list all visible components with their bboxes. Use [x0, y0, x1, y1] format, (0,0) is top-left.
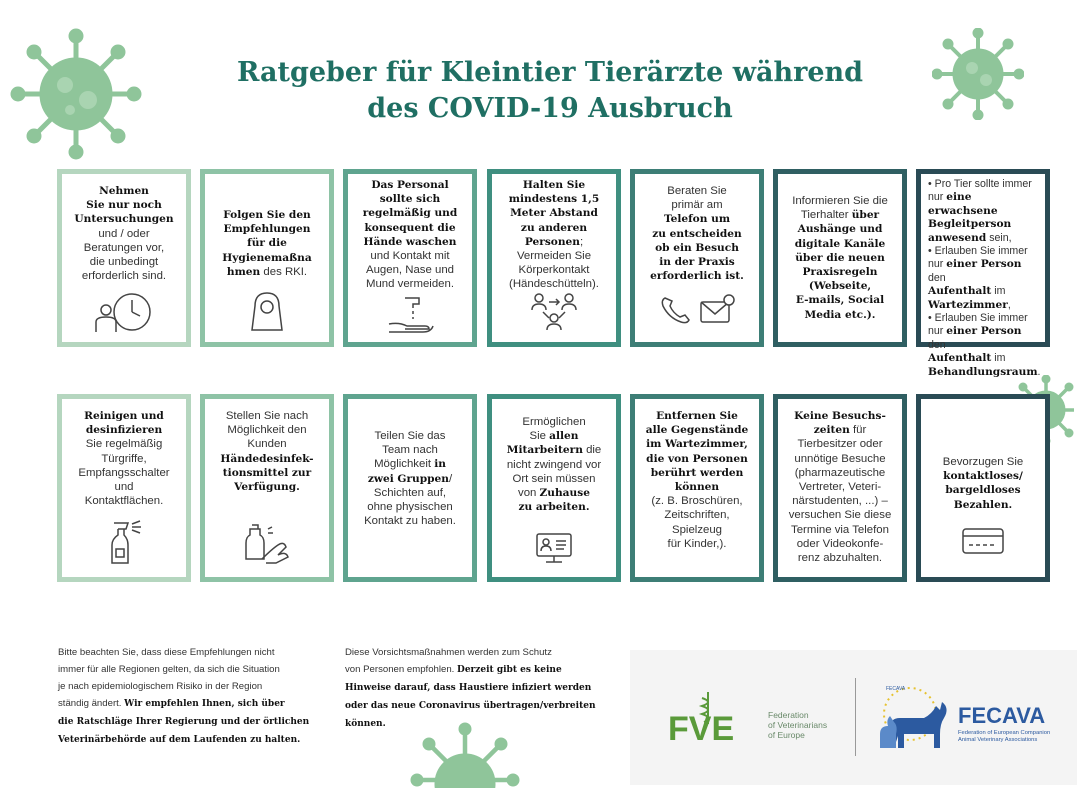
- footer-text: Bitte beachten Sie, dass diese Empfehlungen nicht: [58, 647, 275, 658]
- card-text: ,: [1007, 298, 1011, 311]
- card-contactless-payment: [916, 394, 1050, 582]
- card-bold-text: Halten Sie: [522, 179, 586, 191]
- card-text: .: [1037, 365, 1041, 378]
- card-text: Sie regelmäßig: [85, 438, 163, 451]
- footer-bold-text: können.: [345, 719, 386, 729]
- card-text: (z. B. Broschüren,: [651, 495, 743, 508]
- card-text: renz abzuhalten.: [797, 552, 883, 565]
- card-bold-text: anwesend: [928, 231, 987, 244]
- card-bold-text: Folgen Sie den: [223, 209, 311, 221]
- card-bold-text: zeiten: [813, 424, 850, 437]
- card-team-groups: [343, 394, 477, 582]
- card-bold-text: Empfehlungen: [223, 223, 311, 236]
- card-bold-text: Nehmen: [99, 185, 149, 197]
- card-text: Tierbesitzer oder: [797, 438, 883, 451]
- card-text: unnötige Besuche: [794, 452, 886, 465]
- card-text: Kontakt zu haben.: [364, 515, 456, 528]
- card-bold-text: konsequent die: [364, 221, 456, 234]
- card-hand-washing: [343, 169, 477, 347]
- card-text: Beratungen vor,: [83, 241, 165, 254]
- title-line-2: des COVID-19 Ausbruch: [367, 93, 733, 124]
- card-bold-text: Entfernen Sie: [656, 410, 738, 422]
- card-text: (Händeschütteln).: [509, 278, 599, 291]
- card-bold-text: desinfizieren: [85, 424, 163, 437]
- card-text: von: [518, 487, 540, 500]
- card-bold-text: Aushänge und: [797, 223, 883, 236]
- card-bold-text: Aufenthalt: [928, 285, 992, 298]
- card-bold-text: Media etc.).: [804, 308, 876, 321]
- card-examinations: [57, 169, 191, 347]
- card-text: Türgriffe,: [101, 452, 147, 465]
- card-bold-text: Begleitperson: [928, 218, 1012, 231]
- card-bold-text: mindestens 1,5: [508, 193, 600, 206]
- spray-bottle-icon: [104, 519, 144, 565]
- card-text: nur: [928, 325, 947, 338]
- footer-bold-text: Derzeit gibt es keine: [457, 665, 562, 675]
- card-text: • Pro Tier sollte immer: [928, 178, 1032, 190]
- card-bold-text: Meter Abstand: [510, 207, 598, 220]
- footer-bold-text: Veterinärbehörde auf dem Laufenden zu halten.: [58, 735, 301, 745]
- card-text: Ermöglichen: [522, 416, 586, 428]
- sanitizer-hand-icon: [242, 519, 292, 565]
- fve-subtitle-line: of Veterinarians: [768, 720, 828, 730]
- card-bold-text: bargeldloses: [945, 484, 1021, 497]
- card-bold-text: berührt werden: [650, 466, 744, 479]
- card-text: Möglichkeit: [374, 458, 435, 471]
- footer-text: Diese Vorsichtsmaßnahmen werden zum Schutz: [345, 647, 552, 658]
- logo-divider: [855, 678, 856, 756]
- card-bold-text: Zuhause: [539, 487, 590, 500]
- phone-mail-icon: [657, 292, 737, 326]
- card-text: primär am: [671, 199, 723, 212]
- fve-subtitle-line: Federation: [768, 710, 809, 720]
- footer-bold-text: Hinweise darauf, dass Haustiere infiziert werden: [345, 683, 592, 693]
- card-companion-rules: [916, 169, 1050, 378]
- card-home-office: [487, 394, 621, 582]
- card-bold-text: Praxisregeln: [802, 266, 878, 279]
- computer-icon: [534, 531, 574, 565]
- footer-text: immer für alle Regionen gelten, da sich die Situation: [58, 664, 280, 675]
- card-bold-text: Das Personal: [371, 179, 449, 191]
- card-text: den: [928, 338, 946, 351]
- card-bold-text: Untersuchungen: [74, 213, 174, 226]
- card-bold-text: Wartezimmer: [928, 298, 1008, 311]
- card-text: Spielzeug: [671, 523, 723, 536]
- card-bold-text: für die: [247, 237, 287, 250]
- card-hand-sanitizer: [200, 394, 334, 582]
- card-text: Sie: [529, 430, 550, 443]
- card-text: (pharmazeutische: [794, 466, 886, 479]
- card-text: Informieren Sie die: [792, 195, 888, 207]
- virus-illustration-top-right: [932, 28, 1024, 120]
- card-text: Möglichkeit den: [227, 424, 307, 437]
- distance-people-icon: [529, 292, 579, 332]
- footer-text: je nach epidemiologischem Risiko in der Region: [58, 681, 263, 692]
- card-text: des RKI.: [260, 265, 308, 278]
- footer-bold-text: Wir empfehlen Ihnen, sich über: [124, 699, 285, 709]
- card-bold-text: in der Praxis: [659, 256, 735, 269]
- footer-text: von Personen empfohlen.: [345, 664, 458, 675]
- card-bold-text: Händedesinfek-: [220, 452, 314, 465]
- card-bold-text: können: [674, 481, 720, 494]
- footer-protection-note: [345, 644, 622, 733]
- card-text: versuchen Sie diese: [788, 509, 892, 522]
- card-bold-text: einer Person: [946, 325, 1022, 338]
- card-text: Bevorzugen Sie: [942, 456, 1024, 468]
- card-bold-text: Hygienemaßna: [222, 251, 312, 264]
- card-text: oder Videokonfe-: [796, 537, 884, 550]
- card-bold-text: erforderlich ist.: [650, 270, 744, 283]
- card-text: Stellen Sie nach: [225, 410, 309, 422]
- card-text: Schichten auf,: [373, 486, 447, 499]
- card-text: Tierhalter: [800, 209, 852, 222]
- card-bold-text: kontaktloses/: [943, 470, 1023, 483]
- clock-person-icon: [94, 290, 154, 334]
- card-bold-text: über die neuen: [795, 251, 885, 264]
- card-bold-text: sollte sich: [379, 193, 441, 206]
- card-bold-text: zu arbeiten.: [518, 501, 590, 514]
- fecava-subtitle-line: Animal Veterinary Associations: [958, 737, 1038, 743]
- fve-subtitle: [768, 710, 827, 740]
- card-bold-text: Mitarbeitern: [506, 444, 583, 457]
- fve-subtitle-line: of Europe: [768, 730, 805, 740]
- card-text: die unbedingt: [89, 256, 159, 269]
- title-line-1: Ratgeber für Kleintier Tierärzte während: [236, 57, 864, 88]
- card-text: Kontaktflächen.: [84, 495, 164, 508]
- card-phone-consult: [630, 169, 764, 347]
- card-text: sein,: [986, 231, 1012, 244]
- card-bold-text: (Webseite,: [808, 280, 872, 293]
- card-text: närstudenten, ...) –: [792, 495, 888, 508]
- fve-logo-text: FVE: [668, 710, 735, 746]
- card-bold-text: Hände waschen: [363, 235, 457, 248]
- fecava-animals-icon: [870, 684, 954, 759]
- hand-washing-icon: [385, 294, 435, 334]
- virus-illustration-top-left: [10, 28, 142, 160]
- fecava-logo-text: FECAVA: [958, 703, 1046, 728]
- card-text: Mund vermeiden.: [365, 278, 454, 291]
- card-text: Beraten Sie: [667, 185, 727, 197]
- card-text: Vermeiden Sie: [516, 250, 592, 263]
- card-bold-text: alle Gegenstände: [645, 424, 749, 437]
- card-text: und Kontakt mit: [370, 250, 450, 263]
- card-bold-text: ob ein Besuch: [655, 241, 739, 254]
- card-bold-text: im Wartezimmer,: [646, 438, 748, 451]
- card-bold-text: digitale Kanäle: [794, 237, 886, 250]
- card-text: • Erlauben Sie immer: [928, 245, 1028, 258]
- card-text: /: [449, 472, 453, 485]
- card-bold-text: zwei Gruppen: [367, 472, 449, 485]
- card-text: • Erlauben Sie immer: [928, 312, 1028, 325]
- card-text: und / oder: [98, 227, 150, 240]
- card-text: Ort sein müssen: [512, 472, 596, 485]
- card-text: Körperkontakt: [518, 264, 590, 277]
- card-bold-text: die von Personen: [646, 452, 748, 465]
- card-bold-text: E-mails, Social: [795, 294, 885, 307]
- fecava-subtitle: [958, 730, 1077, 744]
- card-text: ohne physischen: [367, 501, 453, 514]
- fecava-ring-text: FECAVA: [886, 686, 906, 692]
- card-text: Termine via Telefon: [791, 523, 889, 536]
- card-text: Teilen Sie das: [374, 430, 446, 442]
- card-bold-text: tionsmittel zur: [222, 466, 312, 479]
- card-no-visiting-hours: [773, 394, 907, 582]
- card-hygiene-guidelines: [200, 169, 334, 347]
- card-text: Empfangsschalter: [78, 466, 170, 479]
- card-bold-text: hmen: [226, 265, 261, 278]
- card-text: Augen, Nase und: [365, 264, 455, 277]
- fve-logo: [668, 690, 748, 751]
- card-bold-text: über: [851, 209, 880, 222]
- card-text: Kunden: [247, 438, 287, 451]
- card-text: nicht zwingend vor: [506, 458, 602, 471]
- card-disinfect-surfaces: [57, 394, 191, 582]
- card-text: für: [849, 424, 867, 437]
- card-bold-text: Sie nur noch: [86, 199, 162, 212]
- card-text: ;: [580, 235, 584, 248]
- card-text: nur: [928, 258, 947, 271]
- footer-text: ständig ändert.: [58, 698, 125, 709]
- card-distance: [487, 169, 621, 347]
- card-inform-owners: [773, 169, 907, 347]
- card-text: erforderlich sind.: [81, 270, 167, 283]
- card-bold-text: Aufenthalt: [928, 352, 992, 365]
- card-text: nur: [928, 191, 947, 204]
- card-bold-text: Verfügung.: [234, 481, 300, 494]
- card-bold-text: zu anderen: [520, 221, 588, 234]
- card-text: Vertreter, Veteri-: [798, 481, 882, 494]
- footer-disclaimer: [58, 644, 333, 749]
- card-bold-text: zu entscheiden: [652, 227, 742, 240]
- card-bold-text: regelmäßig und: [362, 207, 458, 220]
- card-remove-objects: [630, 394, 764, 582]
- card-bold-text: eine erwachsene: [928, 191, 998, 217]
- card-text: im: [991, 352, 1006, 365]
- card-bold-text: in: [434, 458, 446, 471]
- card-text: Team nach: [382, 444, 438, 457]
- card-bold-text: Telefon um: [663, 213, 731, 226]
- credit-card-icon: [961, 527, 1005, 555]
- card-text: und: [114, 481, 134, 494]
- card-bold-text: Personen: [524, 235, 580, 248]
- card-bold-text: Bezahlen.: [953, 498, 1013, 511]
- card-bold-text: Behandlungsraum: [928, 365, 1038, 378]
- card-text: die: [582, 444, 602, 457]
- card-bold-text: Reinigen und: [84, 410, 164, 422]
- footer-bold-text: oder das neue Coronavirus übertragen/verbreiten: [345, 701, 596, 711]
- card-text: für Kinder,).: [667, 537, 727, 550]
- card-text: Zeitschriften,: [664, 509, 730, 522]
- card-bold-text: allen: [549, 430, 579, 443]
- footer-bold-text: die Ratschläge Ihrer Regierung und der örtlichen: [58, 717, 310, 727]
- fecava-subtitle-line: Federation of European Companion: [958, 730, 1051, 736]
- card-bold-text: Keine Besuchs-: [794, 410, 886, 422]
- card-text: den: [928, 271, 946, 284]
- card-text: im: [991, 285, 1006, 298]
- card-bold-text: einer Person: [946, 258, 1022, 271]
- page-title: [190, 55, 910, 127]
- hooded-person-icon: [249, 290, 285, 334]
